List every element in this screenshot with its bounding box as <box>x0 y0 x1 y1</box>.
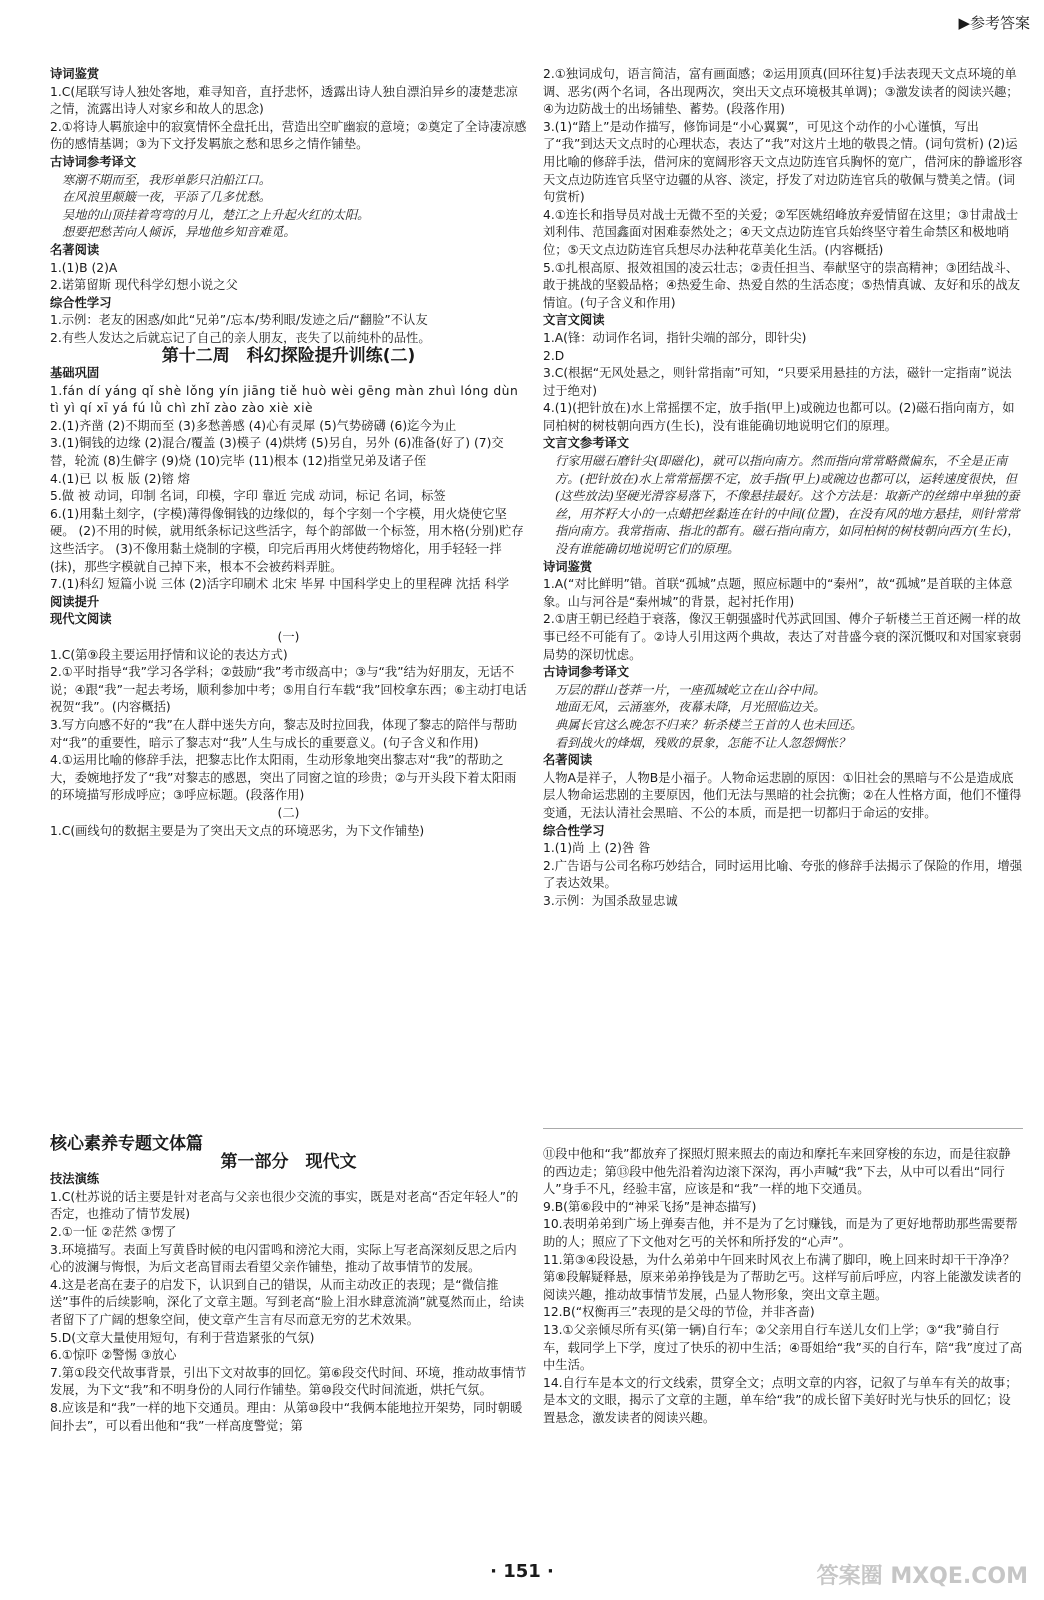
section-heading: 基础巩固 <box>50 366 100 381</box>
answer-item: 1.(1)B (2)A <box>50 260 118 275</box>
answer-item: 4.①连长和指导员对战士无微不至的关爱；②军医姚绍峰放弃爱情留在这里；③甘肃战士刘利伟、范国鑫面对困难泰然处之；④天文点边防连官兵始终坚守着生命禁区和极地哨位；⑤天文点边防连官兵想尽办法种花草美化生活。(内容概括) <box>543 207 1019 257</box>
translation-line: 万层的群山苍莽一片，一座孤城屹立在山谷中间。 <box>555 682 826 697</box>
answer-item: 3.写方向感不好的“我”在人群中迷失方向，黎志及时拉回我，体现了黎志的陪伴与帮助对“我”的重要性，暗示了黎志对“我”人生与成长的重要意义。(句子含义和作用) <box>50 717 518 750</box>
answer-item: 11.第③④段设悬，为什么弟弟中午回来时风衣上布满了脚印，晚上回来时却干干净净？第⑧段解疑释悬，原来弟弟挣钱是为了帮助乞丐。这样写前后呼应，内容上能激发读者的阅读兴趣，推动故事情节发展，凸显人物形象，突出文章主题。 <box>543 1252 1022 1302</box>
answer-item: 2.诺第留斯 现代科学幻想小说之父 <box>50 278 238 293</box>
chapter-heading: 第一部分 现代文 <box>220 1151 357 1172</box>
pinyin-line: 1.fán dí yáng qǐ shè lǒng yín jiāng tiě huò wèi gēng màn zhuì lóng dùn tì yì qí xī yá fú lǜ chì zhǐ zào zào xiè xiè <box>50 383 519 416</box>
answer-item: 3.示例：为国杀敌显忠诚 <box>543 893 678 908</box>
answer-item: 4.(1)(把针放在)水上常摇摆不定，放手指(甲上)或碗边也都可以。(2)磁石指向南方，如同柏树的树枝朝向西方(生长)，没有谁能确切地说明它们的原理。 <box>543 401 1015 433</box>
answer-item: 3.(1)“踏上”是动作描写，修饰词是“小心翼翼”，可见这个动作的小心谨慎，写出了“我”到达天文点时的心理状态，表达了“我”对这片土地的敬畏之情。(词句赏析) (2)运用比喻的修辞手法，借河床的宽阔形容天文点边防连官兵胸怀的宽广，借河床的静谧形容天文点边防连官兵坚守边疆的从容、淡定，抒发了对边防连官兵的敬佩与赞美之情。(词句赏析) <box>543 119 1023 205</box>
section-heading: 名著阅读 <box>50 242 100 257</box>
answer-item: 1.C(画线句的数据主要是为了突出天文点的环境恶劣，为下文作铺垫) <box>50 823 425 838</box>
answer-item: 7.第①段交代故事背景，引出下文对故事的回忆。第⑥段交代时间、环境，推动故事情节发展，为下文“我”和不明身份的人同行作铺垫。第⑩段交代时间流逝，烘托气氛。 <box>50 1365 527 1398</box>
part-heading: 核心素养专题文体篇 <box>50 1134 203 1154</box>
translation-line: 寒潮不期而至，我形单影只泊船江口。 <box>62 172 272 187</box>
answer-item: 人物A是祥子，人物B是小福子。人物命运悲剧的原因：①旧社会的黑暗与不公是造成底层人物命运悲剧的主要原因，他们无法与黑暗的社会抗衡；②在人性格方面，他们不懂得变通，无法认清社会黑暗、不公的本质，而是把一切都归于命运的安排。 <box>543 770 1022 820</box>
left-column <box>50 66 527 840</box>
answer-item: 2.①独词成句，语言简洁，富有画面感；②运用顶真(回环往复)手法表现天文点环境的单调、恶劣(两个名词，各出现两次，突出天文点环境极其单调)；③激发读者的阅读兴趣；④为边防战士的出场铺垫、蓄势。(段落作用) <box>543 67 1019 117</box>
answer-item: 1.C(第⑨段主要运用抒情和议论的表达方式) <box>50 647 288 662</box>
section-heading: 诗词鉴赏 <box>50 67 100 81</box>
section-heading: 名著阅读 <box>543 753 593 768</box>
answer-item: 5.做 被 动词，印制 名词，印模，字印 靠近 完成 动词，标记 名词，标签 <box>50 489 446 504</box>
answer-item: 2.有些人发达之后就忘记了自己的亲人朋友，丧失了以前纯朴的品性。 <box>50 330 431 345</box>
answer-item: 2.①一怔 ②茫然 ③愣了 <box>50 1224 177 1239</box>
right-column-lower <box>543 1146 1023 1428</box>
answer-item: 1.示例：老友的困惑/如此“兄弟”/忘本/势利眼/发迹之后/“翻脸”不认友 <box>50 313 428 328</box>
answer-item: 6.①惊吓 ②警惕 ③放心 <box>50 1348 177 1363</box>
chapter-heading: 第十二周 科幻探险提升训练(二) <box>161 345 416 366</box>
right-column <box>543 66 1023 911</box>
section-heading: 文言文参考译文 <box>543 436 630 451</box>
subsection-marker: (一) <box>277 630 300 644</box>
translation-line: 典属长官这么晚怎不归来？斩杀楼兰王首的人也未回还。 <box>555 717 863 732</box>
answer-item: 12.B(“权衡再三”表现的是父母的节俭，并非吝啬) <box>543 1305 815 1320</box>
answer-item: 2.①将诗人羁旅途中的寂寞情怀全盘托出，营造出空旷幽寂的意境；②奠定了全诗凄凉感伤的感情基调；③为下文抒发羁旅之愁和思乡之情作铺垫。 <box>50 119 527 152</box>
answer-item: 3.环境描写。表面上写黄昏时候的电闪雷鸣和滂沱大雨，实际上写老高深刻反思之后内心的波澜与悔恨，为后文老高冒雨去看望父亲作铺垫，推动了故事情节的发展。 <box>50 1242 517 1275</box>
answer-item: 3.C(根据“无风处悬之，则针常指南”可知，“只要采用悬挂的方法，磁针一定指南”说法过于绝对) <box>543 366 1012 398</box>
answer-item: 5.①扎根高原、报效祖国的凌云壮志；②责任担当、奉献坚守的崇高精神；③团结战斗、敢于挑战的坚毅品格；④热爱生命、热爱自然的生活态度；⑤热情真诚、友好和乐的战友情谊。(句子含义和作用) <box>543 260 1021 310</box>
translation-line: 在风浪里颠簸一夜，平添了几多忧愁。 <box>62 190 272 205</box>
section-heading: 技法演练 <box>50 1172 100 1187</box>
answer-item: 2.①唐王朝已经趋于衰落，像汉王朝强盛时代苏武回国、傅介子斩楼兰王首还阙一样的故事已经不可能有了。②诗人引用这两个典故，表达了对昔盛今衰的深沉慨叹和对国家衰弱局势的深切忧虑。 <box>543 612 1022 662</box>
answer-item: 5.D(文章大量使用短句，有利于营造紧张的气氛) <box>50 1330 315 1345</box>
translation-line: 看到战火的烽烟，残败的景象，怎能不让人忽怨惆怅？ <box>555 735 851 750</box>
section-header-tag: ▶参考答案 <box>958 14 1030 32</box>
answer-item: 1.(1)尚 上 (2)咎 昝 <box>543 841 651 856</box>
section-heading: 古诗词参考译文 <box>543 665 630 680</box>
translation-line: 地面无风，云涌塞外，夜幕未降，月光照临边关。 <box>555 700 826 715</box>
answer-item: 1.A(锋：动词作名词，指针尖端的部分，即针尖) <box>543 330 807 345</box>
answer-item: 2.①平时指导“我”学习各学科；②鼓励“我”考市级高中；③与“我”结为好朋友，无话不说；④跟“我”一起去考场，顺利参加中考；⑤用自行车载“我”回校拿东西；⑥主动打电话祝贺“我”。(内容概括) <box>50 665 527 715</box>
answer-item: 9.B(第⑥段中的“神采飞扬”是神态描写) <box>543 1199 757 1214</box>
answer-item: 6.(1)用黏土刻字，(字模)薄得像铜钱的边缘似的，每个字刻一个字模，用火烧使它坚硬。 (2)不用的时候，就用纸条标记这些活字，每个韵部做一个标签，用木格(分别)贮存这些活字。 (3)不像用黏土烧制的字模，印完后再用火烤使药物熔化，用手轻轻一拌(抹)，那些字模就自己掉下来，根本不会被药料弄脏。 <box>50 506 524 574</box>
answer-item: 1.A(“对比鲜明”错。首联“孤城”点题，照应标题中的“秦州”，故“孤城”是首联的主体意象。山与河谷是“秦州城”的背景，起衬托作用) <box>543 577 1013 609</box>
answer-item: 10.表明弟弟到广场上弹奏吉他，并不是为了乞讨赚钱，而是为了更好地帮助那些需要帮助的人；照应了下文他对乞丐的关怀和所抒发的“心声”。 <box>543 1217 1018 1249</box>
column-divider <box>543 1128 1023 1129</box>
section-heading: 古诗词参考译文 <box>50 154 137 169</box>
section-heading: 文言文阅读 <box>543 313 605 328</box>
answer-item: 1.C(尾联写诗人独处客地，难寻知音，直抒悲怀，透露出诗人独自漂泊异乡的凄楚悲凉之情，流露出诗人对家乡和故人的思念) <box>50 84 518 117</box>
subsection-marker: (二) <box>277 805 300 820</box>
watermark-logo: 答案圈 MXQE.COM <box>816 1564 1028 1589</box>
answer-item: 3.(1)铜钱的边缘 (2)混合/覆盖 (3)模子 (4)烘烤 (5)另自，另外 (6)准备(好了) (7)交替，轮流 (8)生僻字 (9)烧 (10)完毕 (11)根本 (12)指堂兄弟及诸子侄 <box>50 436 504 469</box>
answer-item: 4.①运用比喻的修辞手法，把黎志比作太阳雨，生动形象地突出黎志对“我”的帮助之大，委婉地抒发了“我”对黎志的感恩，突出了同窗之谊的珍贵；②与开头段下着太阳雨的环境描写形成呼应；③呼应标题。(段落作用) <box>50 753 517 803</box>
section-heading: 诗词鉴赏 <box>543 559 593 574</box>
answer-item: 7.(1)科幻 短篇小说 三体 (2)活字印刷术 北宋 毕昇 中国科学史上的里程碑 沈括 科学 <box>50 577 510 592</box>
translation-line: 吴地的山顶挂着弯弯的月儿，楚江之上升起火红的太阳。 <box>62 207 370 222</box>
answer-item: ⑪段中他和“我”都放弃了探照灯照来照去的南边和摩托车来回穿梭的东边，而是往寂静的西边走；第⑬段中他先沿着沟边滚下深沟，再小声喊“我”下去，从中可以看出“同行人”身手不凡，经验丰富，应该是和“我”一样的地下交通员。 <box>543 1147 1011 1197</box>
answer-item: 4.这是老高在妻子的启发下，认识到自己的错误，从而主动改正的表现；是“微信推送”事件的后续影响，深化了文章主题。写到老高“脸上泪水肆意流淌”就戛然而止，给读者留下了广阔的想象空间，使文章产生言有尽而意无穷的艺术效果。 <box>50 1277 525 1327</box>
answer-item: 2.(1)齐凿 (2)不期而至 (3)多愁善感 (4)心有灵犀 (5)气势磅礴 (6)迄今为止 <box>50 418 457 433</box>
section-heading: 综合性学习 <box>50 295 112 310</box>
translation-line: 想要把愁苦向人倾诉，异地他乡知音难觅。 <box>62 225 296 240</box>
answer-item: 13.①父亲倾尽所有买(第一辆)自行车；②父亲用自行车送儿女们上学；③“我”骑自行车，载同学上下学，度过了快乐的初中生活；④哥姐给“我”买的自行车，陪“我”度过了高中生活。 <box>543 1322 1023 1373</box>
answer-item: 1.C(杜苏说的话主要是针对老高与父亲也很少交流的事实，既是对老高“否定年轻人”的否定，也推动了情节发展) <box>50 1189 519 1222</box>
answer-item: 2.D <box>543 348 565 363</box>
translation-line: 行家用磁石磨针尖(即磁化)，就可以指向南方。然而指向常常略微偏东，不全是正南方。(把针放在)水上常常摇摆不定，放手指(甲上)或碗边也都可以，运转速度很快，但(这些放法)坚硬光滑容易落下，不像悬挂最好。这个方法是：取新产的丝绵中单独的蚕丝，用芥籽大小的一点蜡把丝黏连在针的中间(位置)，在没有风的地方悬挂，则针常常指向南方。我常指南、指北的都有。磁石指向南方，如同柏树的树枝朝向西方(生长)，没有谁能确切地说明它们的原理。 <box>555 454 1020 557</box>
page-number: · 151 · <box>490 1561 554 1582</box>
section-heading: 阅读提升 <box>50 594 100 609</box>
section-heading: 综合性学习 <box>543 823 605 838</box>
section-heading: 现代文阅读 <box>50 612 112 627</box>
answer-item: 14.自行车是本文的行文线索，贯穿全文；点明文章的内容，记叙了与单车有关的故事；是本文的文眼，揭示了文章的主题，单车给“我”的成长留下美好时光与快乐的回忆；设置悬念，激发读者的阅读兴趣。 <box>543 1375 1018 1425</box>
answer-item: 4.(1)已 以 板 版 (2)镕 熔 <box>50 471 190 486</box>
left-column-lower <box>50 1136 527 1435</box>
answer-item: 8.应该是和“我”一样的地下交通员。理由：从第⑩段中“我俩本能地拉开架势，同时朝暖间扑去”，可以看出他和“我”一样高度警觉；第 <box>50 1400 523 1433</box>
answer-item: 2.广告语与公司名称巧妙结合，同时运用比喻、夸张的修辞手法揭示了保险的作用，增强了表达效果。 <box>543 858 1023 891</box>
